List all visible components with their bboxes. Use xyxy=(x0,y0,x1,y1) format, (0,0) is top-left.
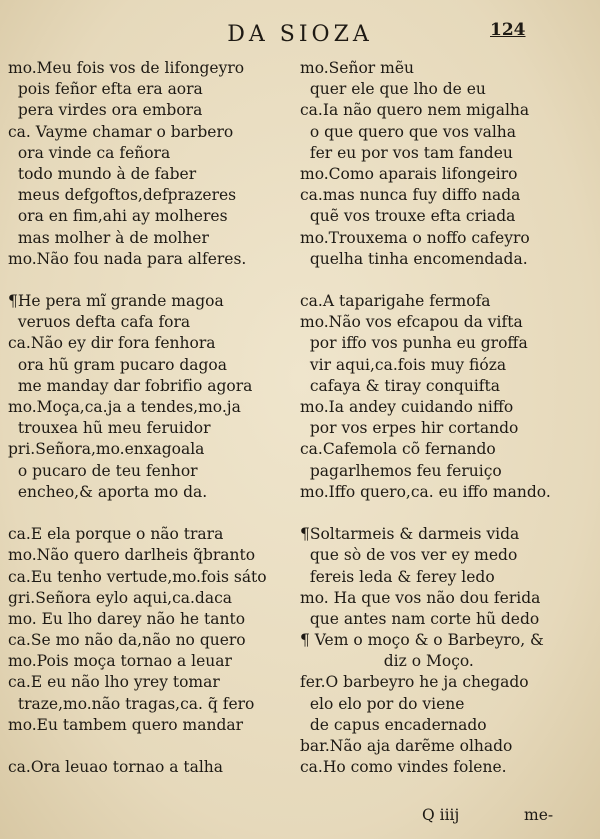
verse-line: ¶ Vem o moço & o Barbeyro, & xyxy=(300,631,544,650)
verse-line: mo.Eu tambem quero mandar xyxy=(8,715,244,734)
verse-line: ca.E ela porque o não trara xyxy=(8,525,224,544)
verse-line: ¶He pera mĩ grande magoa xyxy=(8,292,224,311)
verse-line: mo.Não vos efcapou da vifta xyxy=(300,313,523,332)
stanza-gap xyxy=(8,736,298,757)
verse-line: ora hũ gram pucaro dagoa xyxy=(8,355,228,374)
verse-line: que sò de vos ver ey medo xyxy=(300,546,518,565)
stanza-gap xyxy=(300,503,592,524)
verse-line: mo. Eu lho darey não he tanto xyxy=(8,609,246,628)
verse-line: mo.Não quero darlheis q̃branto xyxy=(8,546,256,565)
page-footer xyxy=(300,806,592,830)
verse-line: me manday dar fobrifi̇o agora xyxy=(8,376,253,395)
verse-line: ¶Soltarmeis & darmeis vida xyxy=(300,525,520,544)
page-number: 124 xyxy=(490,20,526,40)
stanza-gap xyxy=(300,270,592,291)
verse-line: ca.A taparigahe fermofa xyxy=(300,292,491,311)
left-column xyxy=(8,58,298,778)
verse-line: que antes nam corte hũ dedo xyxy=(300,609,540,628)
verse-line: ca.Eu tenho vertude,mo.fois sáto xyxy=(8,567,267,586)
verse-line: quer ele que lho de eu xyxy=(300,80,486,99)
verse-line: ca.Cafemola cõ fernando xyxy=(300,440,496,459)
verse-line: mo.Pois moça tornao a leuar xyxy=(8,652,232,671)
verse-line: ca.E eu não lho yrey tomar xyxy=(8,673,220,692)
verse-line: quẽ vos trouxe efta criada xyxy=(300,207,516,226)
verse-line: ca.Se mo não da,não no quero xyxy=(8,631,246,650)
verse-line: pri.Señora,mo.enxagoala xyxy=(8,440,205,459)
verse-line: mo.Iffo quero,ca. eu iffo mando. xyxy=(300,482,551,501)
verse-line: o pucaro de teu fenhor xyxy=(8,461,198,480)
stanza-gap xyxy=(8,270,298,291)
verse-line: ora en fim,ahi ay molheres xyxy=(8,207,228,226)
verse-line: fer.O barbeyro he ja chegado xyxy=(300,673,529,692)
verse-line: fer eu por vos tam fandeu xyxy=(300,143,513,162)
verse-line: pagarlhemos feu feruiço xyxy=(300,461,502,480)
catchword: me- xyxy=(524,806,554,824)
verse-line: ca.Ho como vindes folene. xyxy=(300,758,507,777)
verse-line: ca.Não ey dir fora fenhora xyxy=(8,334,216,353)
verse-line: mo.Ia andey cuidando niffo xyxy=(300,398,514,416)
verse-line: todo mundo à de faber xyxy=(8,164,197,183)
verse-line: mo.Não fou nada para alferes. xyxy=(8,249,247,268)
verse-line: o que quero que vos valha xyxy=(300,122,517,141)
verse-line: veruos defta cafa fora xyxy=(8,313,191,332)
verse-line: ca.Ia não quero nem migalha xyxy=(300,101,530,120)
verse-line: por iffo vos punha eu groffa xyxy=(300,334,528,353)
verse-line: elo elo por do viene xyxy=(300,694,465,713)
running-title: DA SIOZA xyxy=(227,22,373,47)
verse-line: mo.Señor mẽu xyxy=(300,59,414,77)
verse-line: vir aqui,ca.fois muy fióza xyxy=(300,355,507,374)
verse-line: pera virdes ora embora xyxy=(8,101,203,120)
verse-line: gri.Señora eylo aqui,ca.daca xyxy=(8,588,233,607)
verse-line: bar.Não aja darẽme olhado xyxy=(300,737,513,755)
verse-line: mo.Como aparais lifongeiro xyxy=(300,164,518,183)
verse-line: trouxea hũ meu feruidor xyxy=(8,419,211,438)
verse-line: ca.Ora leuao tornao a talha xyxy=(8,758,224,777)
verse-line: meus defgoftos,defprazeres xyxy=(8,186,237,205)
signature-mark: Q iiij xyxy=(422,806,460,824)
verse-line: mo.Trouxema o noffo cafeyro xyxy=(300,228,530,247)
verse-line: encheo,& aporta mo da. xyxy=(8,482,208,501)
verse-line: traze,mo.não tragas,ca. q̃ fero xyxy=(8,694,255,713)
verse-line: mo.Moça,ca.ja a tendes,mo.ja xyxy=(8,398,241,416)
verse-line: ca.mas nunca fuy diffo nada xyxy=(300,186,521,205)
verse-line: fereis leda & ferey ledo xyxy=(300,567,495,586)
stanza-gap xyxy=(8,503,298,524)
verse-line: de capus encadernado xyxy=(300,715,487,734)
verse-line: por vos erpes hir cortando xyxy=(300,419,519,438)
verse-line: pois feñor efta era aora xyxy=(8,80,203,99)
verse-line: quelha tinha encomendada. xyxy=(300,249,528,268)
verse-line: mas molher à de molher xyxy=(8,228,209,247)
verse-line: ora vinde ca feñora xyxy=(8,143,171,162)
verse-line: diz o Moço. xyxy=(300,652,474,671)
verse-line: mo. Ha que vos não dou ferida xyxy=(300,588,541,607)
verse-line: ca. Vayme chamar o barbero xyxy=(8,122,234,141)
verse-line: cafaya & tiray conquifta xyxy=(300,376,500,395)
verse-line: mo.Meu fois vos de lifongeyro xyxy=(8,59,245,77)
right-column xyxy=(300,58,592,778)
